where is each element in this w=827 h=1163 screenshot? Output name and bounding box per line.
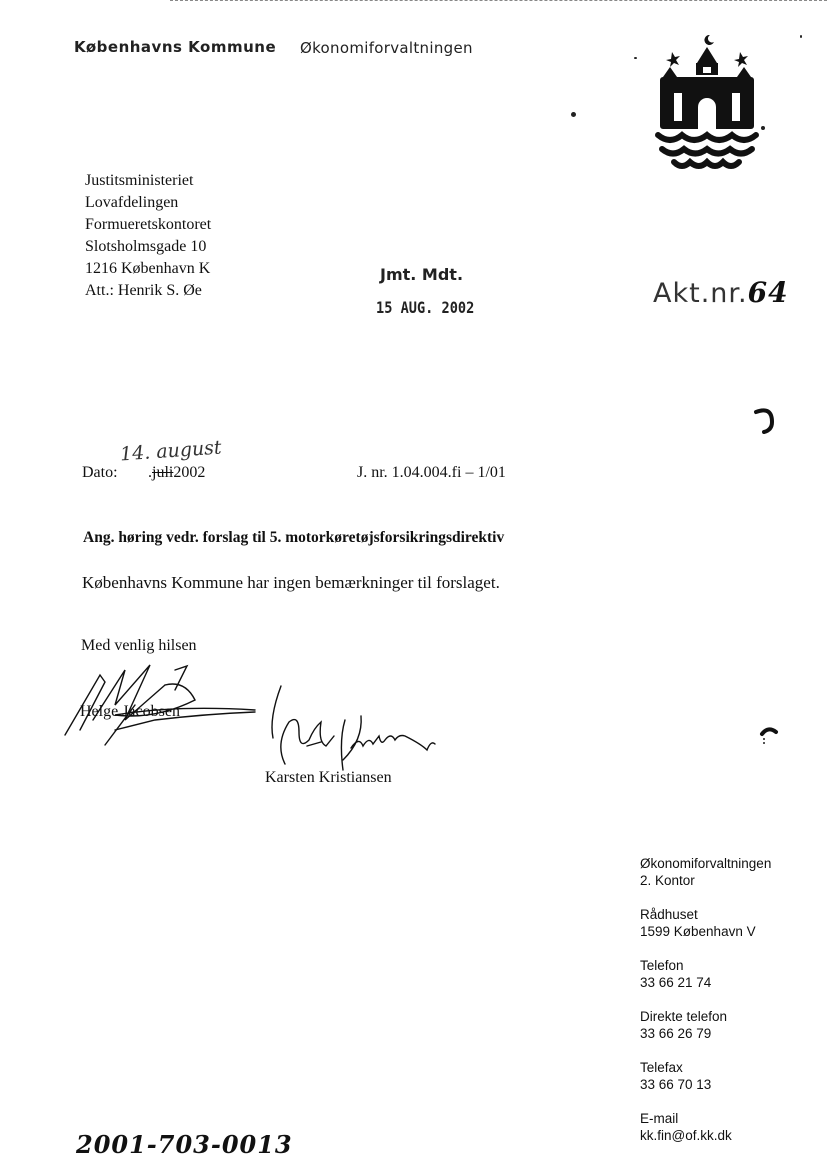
contact-department: Økonomiforvaltningen xyxy=(640,856,772,871)
address-line: Slotsholmsgade 10 xyxy=(85,238,207,255)
scan-speck xyxy=(634,57,637,59)
address-line: Att.: Henrik S. Øe xyxy=(85,282,202,299)
signatory-second-name: Karsten Kristiansen xyxy=(265,769,392,786)
scan-speck xyxy=(800,35,802,38)
department-name: Økonomiforvaltningen xyxy=(300,39,473,57)
address-line: 1216 København K xyxy=(85,260,211,277)
scan-speck xyxy=(761,126,765,130)
date-year: 2002 xyxy=(173,464,206,481)
hole-punch-mark xyxy=(758,724,784,752)
contact-direct-label: Direkte telefon xyxy=(640,1009,728,1024)
letter-closing: Med venlig hilsen xyxy=(81,637,197,654)
scan-top-edge xyxy=(170,0,827,3)
date-dot: . xyxy=(148,464,152,481)
handwritten-case-number: 2001-703-0013 xyxy=(76,1130,293,1159)
contact-fax-label: Telefax xyxy=(640,1060,683,1075)
received-stamp-office: Jmt. Mdt. xyxy=(380,265,464,284)
file-number-stamp xyxy=(653,276,789,309)
file-number-value: 64 xyxy=(747,276,789,309)
contact-direct-phone: 33 66 26 79 xyxy=(640,1026,712,1041)
date-struck-month: juli xyxy=(152,464,174,481)
address-line: Justitsministeriet xyxy=(85,172,194,189)
contact-office: 2. Kontor xyxy=(640,873,695,888)
journal-number: J. nr. 1.04.004.fi – 1/01 xyxy=(357,464,506,481)
file-number-prefix: Akt.nr. xyxy=(653,278,748,309)
date-value xyxy=(148,464,205,482)
contact-email-label: E-mail xyxy=(640,1111,679,1126)
contact-city: 1599 København V xyxy=(640,924,756,939)
letter-body: Københavns Kommune har ingen bemærkninger til forslaget. xyxy=(82,573,500,592)
sender-contact-block xyxy=(640,855,771,1161)
contact-phone: 33 66 21 74 xyxy=(640,975,712,990)
contact-phone-label: Telefon xyxy=(640,958,684,973)
date-handwritten-correction: 14. august xyxy=(119,436,223,466)
scan-speck xyxy=(571,112,576,117)
letter-subject: Ang. høring vedr. forslag til 5. motorkøretøjsforsikringsdirektiv xyxy=(83,529,505,546)
address-line: Formueretskontoret xyxy=(85,216,212,233)
recipient-address xyxy=(85,170,211,302)
contact-fax: 33 66 70 13 xyxy=(640,1077,712,1092)
contact-email: kk.fin@of.kk.dk xyxy=(640,1128,732,1143)
coat-of-arms-logo xyxy=(652,35,762,175)
address-line: Lovafdelingen xyxy=(85,194,179,211)
date-label: Dato: xyxy=(82,464,118,481)
contact-building: Rådhuset xyxy=(640,907,698,922)
hole-punch-mark xyxy=(752,406,778,434)
received-stamp-date: 15 AUG. 2002 xyxy=(376,298,475,317)
municipality-name: Københavns Kommune xyxy=(74,38,277,56)
signatory-first-name: Helge Jacobsen xyxy=(80,703,180,720)
